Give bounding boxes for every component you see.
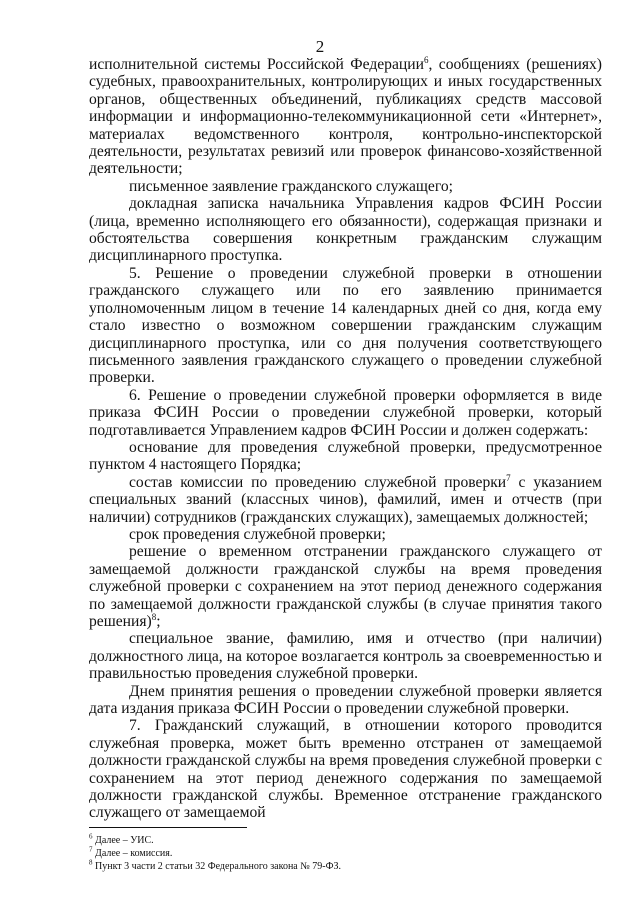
paragraph-text: 7. Гражданский служащий, в отношении которого проводится служебная проверка, может быть временно отстранен от замещаемой должности гражданской службы на время проведения служебной проверки с сохранением на этот период денежного содержания по замещаемой должности гражданской службы. Временное отстранение гражданского служащего от замещаемой — [89, 717, 602, 822]
paragraph-10 — [89, 683, 602, 718]
paragraph-5 — [89, 439, 602, 474]
paragraph-8 — [89, 543, 602, 630]
paragraph-text: письменное заявление гражданского служащего; — [129, 177, 453, 195]
paragraph-text: исполнительной системы Российской Федерации — [89, 56, 424, 73]
footnote-ref[interactable]: 6 — [423, 54, 429, 65]
body-text — [89, 56, 602, 822]
paragraph-text: 6. Решение о проведении служебной проверки оформляется в виде приказа ФСИН России о проведении служебной проверки, который подготавливается Управлением кадров ФСИН России и должен содержать: — [89, 386, 602, 439]
footnotes — [89, 834, 602, 873]
footnote-7 — [89, 847, 602, 860]
footnote-8 — [89, 860, 602, 873]
paragraph-text: ; — [156, 613, 161, 630]
paragraph-3 — [89, 265, 602, 387]
paragraph-text: , сообщениях (решениях) судебных, правоохранительных, контролирующих и иных государственных органов, общественных объединений, публикациях средств массовой информации и информационно-телекоммуникационной сети «Интернет», материалах ведомственного контроля, контрольно-инспекторской деятельности, результатах ревизий или проверок финансово-хозяйственной деятельности; — [89, 56, 602, 178]
footnote-text: Далее – комиссия. — [92, 848, 173, 859]
footnote-text: Пункт 3 части 2 статьи 32 Федерального закона № 79-ФЗ. — [92, 861, 342, 872]
paragraph-9 — [89, 630, 602, 682]
paragraph-text: срок проведения служебной проверки; — [129, 525, 386, 543]
paragraph-text: с указанием специальных званий (классных чинов), фамилий, имен и отчеств (при наличии) сотрудников (гражданских служащих), замещаемых должностей; — [89, 473, 602, 526]
paragraph-text: решение о временном отстранении гражданского служащего от замещаемой должности гражданской службы на время проведения служебной проверки с сохранением на этот период денежного содержания по замещаемой должности гражданской службы (в случае принятия такого решения) — [89, 543, 602, 630]
paragraph-6 — [89, 474, 602, 526]
paragraph-0 — [89, 56, 602, 178]
footnote-ref[interactable]: 8 — [151, 611, 157, 622]
paragraph-text: основание для проведения служебной проверки, предусмотренное пунктом 4 настоящего Порядка; — [89, 438, 602, 474]
paragraph-text: 5. Решение о проведении служебной проверки в отношении гражданского служащего или по его заявлению принимается уполномоченным лицом в течение 14 календарных дней со дня, когда ему стало известно о возможном совершении гражданским служащим дисциплинарного проступка, или со дня получения соответствующего письменного заявления гражданского служащего о проведении служебной проверки. — [89, 264, 602, 387]
paragraph-text: специальное звание, фамилию, имя и отчество (при наличии) должностного лица, на которое возлагается контроль за своевременностью и правильностью проведения служебной проверки. — [89, 630, 602, 683]
footnote-mark: 8 — [89, 858, 93, 867]
footnote-separator — [89, 827, 247, 828]
paragraph-1 — [89, 178, 602, 195]
footnote-mark: 6 — [89, 832, 93, 841]
footnote-ref[interactable]: 7 — [506, 472, 511, 483]
footnote-6 — [89, 834, 602, 847]
paragraph-7 — [89, 526, 602, 543]
paragraph-text: состав комиссии по проведению служебной проверки — [129, 473, 507, 491]
footnote-text: Далее – УИС. — [92, 835, 154, 846]
footnote-mark: 7 — [89, 845, 93, 854]
paragraph-text: докладная записка начальника Управления кадров ФСИН России (лица, временно исполняющего его обязанности), содержащая признаки и обстоятельства совершения конкретным гражданским служащим дисциплинарного проступка. — [89, 195, 602, 265]
page-number: 2 — [315, 37, 325, 56]
paragraph-4 — [89, 387, 602, 439]
paragraph-2 — [89, 195, 602, 265]
paragraph-text: Днем принятия решения о проведении служебной проверки является дата издания приказа ФСИН России о проведении служебной проверки. — [89, 682, 602, 718]
paragraph-11 — [89, 717, 602, 821]
